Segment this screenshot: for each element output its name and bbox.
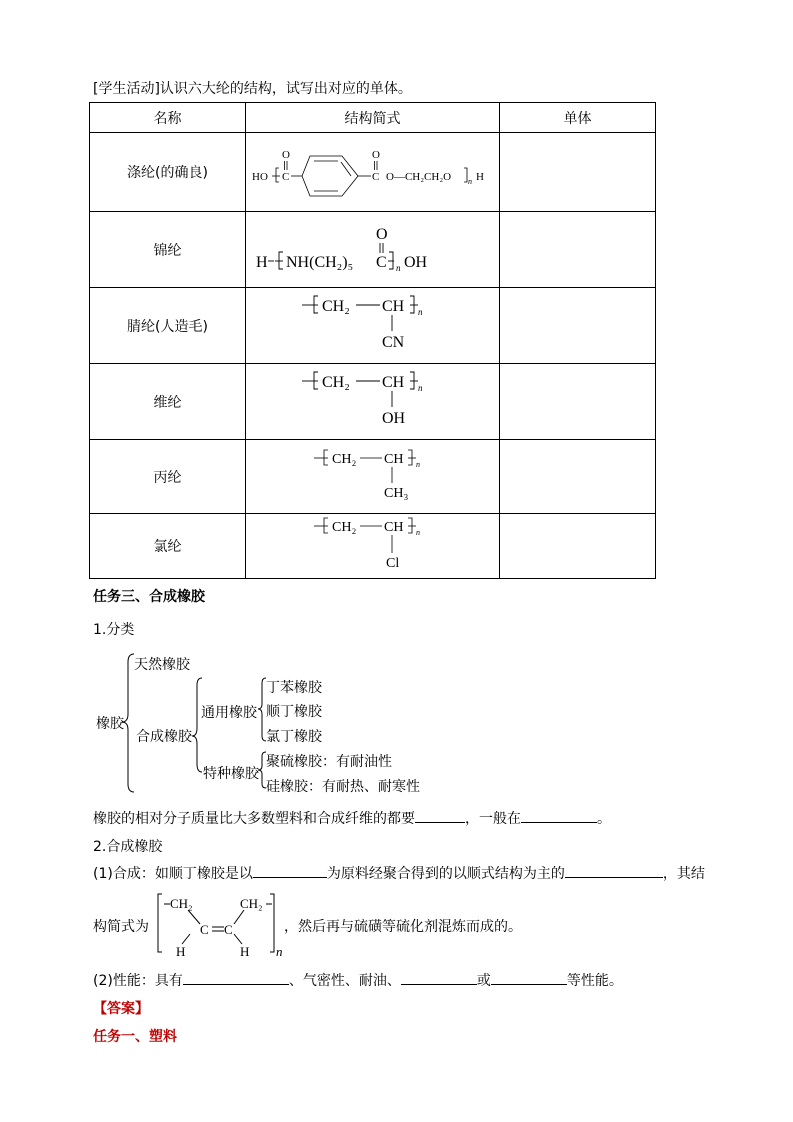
table-row <box>90 133 656 212</box>
answer-heading: 【答案】 <box>93 1001 149 1017</box>
polyester-formula <box>246 134 498 211</box>
blank-field[interactable] <box>401 970 477 985</box>
formula-text: CH₂ <box>332 519 357 535</box>
header-formula: 结构简式 <box>246 103 500 133</box>
formula-cell <box>246 364 500 440</box>
mw-text: 。 <box>597 811 611 827</box>
blank-field[interactable] <box>491 970 567 985</box>
table-header-row <box>90 103 656 133</box>
tree-general: 通用橡胶 <box>201 705 257 721</box>
fiber-name: 腈纶(人造毛) <box>90 288 246 364</box>
tree-special-item: 聚硫橡胶：有耐油性 <box>266 754 392 770</box>
blank-field[interactable] <box>521 808 597 823</box>
nylon-formula <box>246 213 498 287</box>
monomer-cell[interactable] <box>500 440 656 514</box>
mw-text: 橡胶的相对分子质量比大多数塑料和合成纤维的都要 <box>93 811 415 827</box>
fiber-table <box>89 102 656 579</box>
formula-text: H <box>176 944 186 959</box>
formula-text: CH <box>384 519 404 535</box>
task1-heading: 任务一、塑料 <box>93 1029 177 1045</box>
formula-text: CH <box>382 373 405 391</box>
intro-text: [学生活动]认识六大纶的结构，试写出对应的单体。 <box>93 81 412 97</box>
blank-field[interactable] <box>253 863 327 878</box>
formula-text: n <box>418 306 423 317</box>
monomer-cell[interactable] <box>500 514 656 579</box>
tree-general-item: 丁苯橡胶 <box>266 680 322 696</box>
tree-general-item: 顺丁橡胶 <box>266 704 322 720</box>
formula-text: CH₂ <box>322 373 350 391</box>
properties-sentence <box>93 970 623 990</box>
structure-tail: ，然后再与硫磺等硫化剂混炼而成的。 <box>284 919 522 935</box>
monomer-cell[interactable] <box>500 288 656 364</box>
tree-special-item: 硅橡胶：有耐热、耐寒性 <box>266 779 420 795</box>
formula-text: CH <box>384 451 404 467</box>
formula-text: C <box>372 170 380 183</box>
monomer-cell[interactable] <box>500 133 656 212</box>
formula-text: CH₃ <box>384 485 409 501</box>
synthesis-text: (1)合成：如顺丁橡胶是以 <box>93 866 253 882</box>
mw-text: ，一般在 <box>465 811 521 827</box>
table-row <box>90 364 656 440</box>
tree-special: 特种橡胶 <box>203 766 259 782</box>
fiber-name: 锦纶 <box>90 212 246 288</box>
cis-polybutadiene-formula <box>154 890 284 966</box>
formula-text: C <box>224 922 233 937</box>
tree-natural: 天然橡胶 <box>134 657 190 673</box>
polypropylene-formula <box>246 441 498 513</box>
monomer-cell[interactable] <box>500 212 656 288</box>
pvc-formula <box>246 515 498 578</box>
section-classification: 1.分类 <box>93 622 135 638</box>
formula-text: C <box>282 170 290 183</box>
formula-text: C <box>376 253 387 271</box>
fiber-name: 涤纶(的确良) <box>90 133 246 212</box>
formula-text: CH₂ <box>332 451 357 467</box>
formula-text: n <box>396 262 401 273</box>
formula-text: OH <box>382 409 406 427</box>
vinylon-formula <box>246 365 498 439</box>
formula-text: CH₂ <box>170 896 193 911</box>
formula-text: NH(CH₂)₅ <box>286 253 354 271</box>
synthesis-text: ，其结 <box>662 866 705 882</box>
formula-text: O <box>376 225 388 243</box>
formula-text: n <box>468 176 472 186</box>
table-row <box>90 288 656 364</box>
properties-text: 等性能。 <box>566 973 623 989</box>
table-row <box>90 212 656 288</box>
properties-text: 、气密性、耐油、 <box>288 973 401 989</box>
header-name: 名称 <box>90 103 246 133</box>
fiber-name: 维纶 <box>90 364 246 440</box>
formula-text: CH₂ <box>240 896 263 911</box>
formula-text: C <box>200 922 209 937</box>
formula-cell <box>246 133 500 212</box>
task3-heading: 任务三、合成橡胶 <box>93 589 205 605</box>
table-row <box>90 440 656 514</box>
formula-cell <box>246 212 500 288</box>
formula-text: HO <box>252 170 268 183</box>
tree-general-item: 氯丁橡胶 <box>266 729 322 745</box>
formula-cell <box>246 288 500 364</box>
properties-text: 或 <box>476 973 491 989</box>
mw-sentence <box>93 808 611 828</box>
formula-cell <box>246 514 500 579</box>
monomer-cell[interactable] <box>500 364 656 440</box>
formula-text: OH <box>404 253 428 271</box>
formula-text: n <box>416 527 420 537</box>
table-row <box>90 514 656 579</box>
formula-text: O—CH₂CH₂O <box>386 170 452 183</box>
formula-text: O <box>372 148 380 161</box>
formula-text: O <box>282 148 290 161</box>
formula-text: CH <box>382 297 405 315</box>
formula-text: Cl <box>386 555 400 571</box>
formula-text: CN <box>382 333 405 351</box>
formula-text: n <box>276 944 283 959</box>
blank-field[interactable] <box>565 863 663 878</box>
formula-text: H <box>256 253 268 271</box>
fiber-name: 丙纶 <box>90 440 246 514</box>
tree-root: 橡胶 <box>96 716 124 732</box>
blank-field[interactable] <box>183 970 289 985</box>
fiber-name: 氯纶 <box>90 514 246 579</box>
synthesis-text: 为原料经聚合得到的以顺式结构为主的 <box>326 866 565 882</box>
formula-cell <box>246 440 500 514</box>
formula-text: CH₂ <box>322 297 350 315</box>
formula-text: H <box>476 170 484 183</box>
synthesis-sentence <box>93 863 705 883</box>
section-synthetic-rubber: 2.合成橡胶 <box>93 839 163 855</box>
acrylic-formula <box>246 289 498 363</box>
blank-field[interactable] <box>415 808 465 823</box>
formula-text: H <box>240 944 250 959</box>
properties-text: (2)性能：具有 <box>93 973 183 989</box>
formula-text: n <box>418 382 423 393</box>
structure-label: 构简式为 <box>93 919 149 935</box>
tree-synthetic: 合成橡胶 <box>136 729 192 745</box>
formula-text: n <box>416 459 420 469</box>
header-monomer: 单体 <box>500 103 656 133</box>
